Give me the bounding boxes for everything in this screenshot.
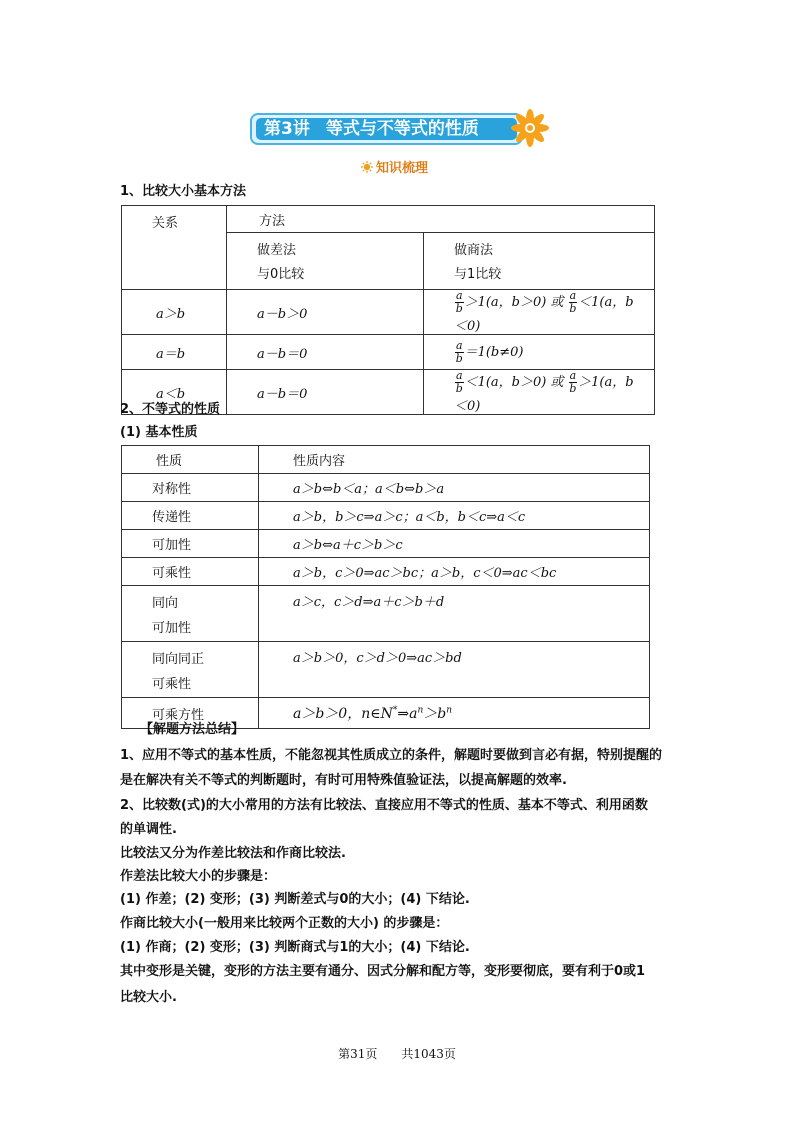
- property-content: a＞b，b＞c⇒a＞c；a＜b，b＜c⇒a＜c: [259, 502, 650, 530]
- page-footer: 第31页 共1043页: [338, 1047, 456, 1061]
- chapter-title-text: 等式与不等式的性质: [325, 119, 479, 139]
- compare-methods-table: [121, 205, 655, 415]
- header-property: 性质: [122, 446, 259, 474]
- table-row: [122, 586, 650, 642]
- table-row: [122, 530, 650, 558]
- summary-heading: 【解题方法总结】: [140, 722, 245, 737]
- summary-line: 是在解决有关不等式的判断题时，有时可用特殊值验证法，以提高解题的效率.: [120, 773, 567, 788]
- property-content: a＞b⇔b＜a；a＜b⇔b＞a: [259, 474, 650, 502]
- properties-table: [121, 445, 650, 729]
- property-name: 可加性: [122, 530, 259, 558]
- summary-line: 的单调性.: [120, 822, 177, 837]
- property-name: 传递性: [122, 502, 259, 530]
- table-row: [122, 206, 655, 233]
- property-content: a＞b⇔a＋c＞b＞c: [259, 530, 650, 558]
- diff-cell: a－b＞0: [227, 290, 424, 335]
- quot-method-cell: 做商法 与1比较: [424, 233, 655, 290]
- table-row: [122, 558, 650, 586]
- header-content: 性质内容: [259, 446, 650, 474]
- fraction: $\frac{a}{b}$: [569, 369, 577, 395]
- summary-line: 作商比较大小(一般用来比较两个正数的大小) 的步骤是：: [120, 916, 449, 931]
- sun-icon: [361, 161, 373, 173]
- header-relation: 关系: [122, 206, 227, 290]
- fraction: $\frac{a}{b}$: [455, 369, 463, 395]
- flower-icon: [510, 108, 550, 148]
- table-row: [122, 290, 655, 335]
- relation-cell: a＞b: [122, 290, 227, 335]
- diff-cell: a－b＝0: [227, 370, 424, 415]
- diff-method-cell: 做差法 与0比较: [227, 233, 424, 290]
- property-content: a＞b，c＞0⇒ac＞bc；a＞b，c＜0⇒ac＜bc: [259, 558, 650, 586]
- summary-line: 2、比较数(式)的大小常用的方法有比较法、直接应用不等式的性质、基本不等式、利用函数: [120, 798, 648, 813]
- property-content: a＞c，c＞d⇒a＋c＞b＋d: [259, 586, 650, 642]
- table-row: [122, 502, 650, 530]
- table-row: [122, 474, 650, 502]
- summary-line: 其中变形是关键，变形的方法主要有通分、因式分解和配方等，变形要彻底，要有利于0或1: [120, 964, 646, 979]
- header-method: 方法: [227, 206, 655, 233]
- property-content: a＞b＞0，$n\in N^*\Rightarrow a^n>b^n$: [259, 698, 650, 729]
- heading-basic-properties: (1) 基本性质: [120, 425, 198, 440]
- summary-line: 1、应用不等式的基本性质，不能忽视其性质成立的条件，解题时要做到言必有据，特别提醒的: [120, 748, 663, 763]
- relation-cell: a＜b: [122, 370, 227, 415]
- property-name: 可乘方性: [122, 698, 259, 729]
- summary-line: (1) 作商；(2) 变形；(3) 判断商式与1的大小；(4) 下结论.: [120, 940, 470, 955]
- section-label: [361, 157, 428, 176]
- table-row: [122, 446, 650, 474]
- relation-cell: a＝b: [122, 335, 227, 370]
- property-name: 对称性: [122, 474, 259, 502]
- summary-line: 比较大小.: [120, 990, 177, 1005]
- table-row: [122, 335, 655, 370]
- chapter-number: 第3讲: [264, 119, 310, 139]
- fraction: $\frac{a}{b}$: [455, 289, 463, 315]
- property-content: a＞b＞0，c＞d＞0⇒ac＞bd: [259, 642, 650, 698]
- heading-compare-methods: 1、比较大小基本方法: [120, 184, 247, 199]
- summary-line: 作差法比较大小的步骤是：: [120, 869, 277, 884]
- quot-cell: $\frac{a}{b}$ ＝1(b≠0): [424, 335, 655, 370]
- quot-cell: $\frac{a}{b}$ ＞1(a，b＞0) 或 $\frac{a}{b}$ ＜1(a，b＜0): [424, 290, 655, 335]
- heading-inequality-properties: 2、不等式的性质: [120, 402, 221, 417]
- section-label-text: 知识梳理: [376, 161, 429, 176]
- summary-line: (1) 作差；(2) 变形；(3) 判断差式与0的大小；(4) 下结论.: [120, 892, 470, 907]
- property-name: 同向 可加性: [122, 586, 259, 642]
- summary-line: 比较法又分为作差比较法和作商比较法.: [120, 846, 346, 861]
- property-name: 可乘性: [122, 558, 259, 586]
- chapter-title: [256, 118, 517, 140]
- quot-cell: $\frac{a}{b}$ ＜1(a，b＞0) 或 $\frac{a}{b}$ ＞1(a，b＜0): [424, 370, 655, 415]
- fraction: $\frac{a}{b}$: [569, 289, 577, 315]
- table-row: [122, 642, 650, 698]
- property-name: 同向同正 可乘性: [122, 642, 259, 698]
- chapter-title-banner: [250, 113, 523, 145]
- diff-cell: a－b＝0: [227, 335, 424, 370]
- fraction: $\frac{a}{b}$: [455, 338, 463, 365]
